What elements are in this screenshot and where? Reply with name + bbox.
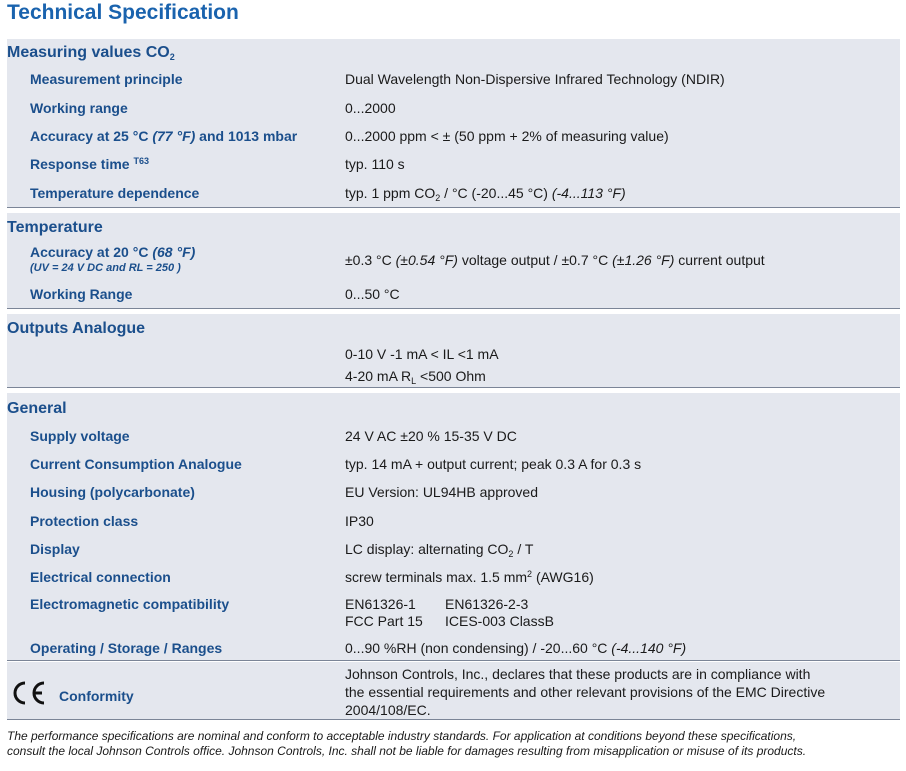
label-working-range: Working range — [30, 100, 128, 116]
section-heading-temperature: Temperature — [7, 219, 103, 236]
label-conformity: Conformity — [59, 688, 134, 704]
value-output-voltage: 0-10 V -1 mA < IL <1 mA — [345, 346, 499, 362]
label-temperature-dependence: Temperature dependence — [30, 185, 200, 201]
value-operating-ranges: 0...90 %RH (non condensing) / -20...60 °C (-4...140 °F) — [345, 640, 687, 656]
value-housing: EU Version: UL94HB approved — [345, 484, 538, 500]
value-emc-en61326-1: EN61326-1 — [345, 596, 416, 612]
label-accuracy-20: Accuracy at 20 °C (68 °F) — [30, 244, 196, 260]
value-current-consumption: typ. 14 mA + output current; peak 0.3 A for 0.3 s — [345, 456, 642, 472]
label-response-time: Response time $^{T63}$ — [30, 156, 149, 172]
label-protection-class: Protection class — [30, 513, 139, 529]
label-temperature-working-range: Working Range — [30, 286, 133, 302]
label-emc: Electromagnetic compatibility — [30, 596, 230, 612]
sublabel-accuracy-conditions: (UV = 24 V DC and RL = 250 ) — [30, 262, 181, 274]
label-current-consumption: Current Consumption Analogue — [30, 456, 242, 472]
value-output-current: 4-20 mA $R_L <500$ Ohm — [345, 368, 486, 386]
value-temperature-dependence: typ. 1 ppm $CO_2 / ^\circ C$ (-20...45 °C) (-4...113 °F) — [345, 185, 626, 203]
value-electrical-connection: screw terminals max. 1.5 $mm^2$ (AWG16) — [345, 569, 594, 585]
label-electrical-connection: Electrical connection — [30, 569, 171, 585]
value-emc-fcc: FCC Part 15 — [345, 613, 423, 629]
value-emc-en61326-2-3: EN61326-2-3 — [445, 596, 529, 612]
value-measurement-principle: Dual Wavelength Non-Dispersive Infrared Technology (NDIR) — [345, 71, 725, 87]
value-display: LC display: alternating $CO_2$ / T — [345, 541, 534, 559]
ce-mark-icon — [9, 680, 49, 706]
label-operating-ranges: Operating / Storage / Ranges — [30, 640, 223, 656]
value-response-time: typ. 110 s — [345, 156, 405, 172]
value-temperature-working-range: 0...50 °C — [345, 286, 400, 302]
section-heading-outputs: Outputs Analogue — [7, 320, 146, 337]
footer-disclaimer — [7, 729, 900, 759]
section-measuring-values — [7, 39, 900, 208]
label-housing: Housing (polycarbonate) — [30, 484, 195, 500]
value-accuracy-25: 0...2000 ppm < ± (50 ppm + 2% of measuring value) — [345, 128, 669, 144]
footer-line-2: consult the local Johnson Controls office. Johnson Controls, Inc. shall not be liable for damages resulting from misapplication or misuse of its products. — [7, 744, 807, 758]
value-conformity-line3: 2004/108/EC. — [345, 702, 431, 718]
section-heading-general: General — [7, 400, 67, 417]
label-display: Display — [30, 541, 80, 557]
value-protection-class: IP30 — [345, 513, 374, 529]
value-emc-ices: ICES-003 ClassB — [445, 613, 554, 629]
value-working-range: 0...2000 — [345, 100, 396, 116]
value-conformity-line2: the essential requirements and other relevant provisions of the EMC Directive — [345, 684, 826, 700]
value-conformity-line1: Johnson Controls, Inc., declares that these products are in compliance with — [345, 666, 811, 682]
label-supply-voltage: Supply voltage — [30, 428, 130, 444]
value-accuracy-20: ±0.3 °C (±0.54 °F) voltage output / ±0.7 °C (±1.26 °F) current output — [345, 252, 765, 268]
section-heading-measuring: Measuring values $CO_2$ — [7, 44, 175, 62]
label-measurement-principle: Measurement principle — [30, 71, 183, 87]
value-supply-voltage: 24 V AC ±20 % 15-35 V DC — [345, 428, 517, 444]
footer-line-1: The performance specifications are nominal and conform to acceptable industry standards. For application at conditions beyond these specifications, — [7, 729, 797, 743]
label-accuracy-25: Accuracy at 25 °C (77 °F) and 1013 mbar — [30, 128, 298, 144]
page-title: Technical Specification — [7, 1, 239, 24]
